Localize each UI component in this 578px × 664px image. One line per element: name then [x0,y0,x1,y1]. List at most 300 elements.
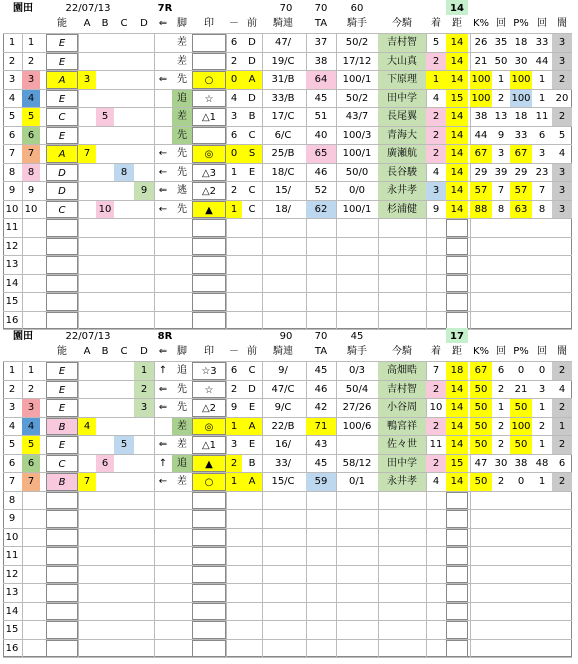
cell-kiren: 9/ [278,365,288,376]
cell-kyori: 14 [446,381,468,399]
column-header-zen: 前 [247,346,257,357]
cell-kp: 29 [474,166,488,178]
cell-kyori: 14 [446,182,468,200]
row-number: 11 [5,550,19,561]
empty-cell-kyori [446,219,468,237]
cell-kyori: 14 [446,34,468,52]
cell-ta: 52 [314,185,328,196]
cell-n: 4 [8,420,16,432]
empty-cell-kyori [446,621,468,639]
cell-arr: ↑ [158,365,168,376]
empty-cell-kyori [446,510,468,528]
cell-k1: 30 [494,457,508,469]
cell-n: 2 [8,55,16,67]
column-header-nou: 能 [57,18,67,29]
cell-k1: 2 [497,92,505,104]
cell-p1: 1 [538,92,546,104]
cell-chaku: 4 [432,476,440,487]
row-divider [3,583,572,584]
cell-mark: △2 [192,182,226,200]
cell-n: 3 [8,402,16,413]
cell-kishu: 0/0 [348,185,366,196]
cell-c [114,127,134,145]
cell-d [134,71,154,89]
cell-kishu: 100/1 [342,74,372,85]
cell-pp: 57 [510,182,532,200]
column-header-yami: 闇 [557,18,567,29]
top-num-1: 70 [279,3,293,14]
venue-label: 園田 [13,331,33,342]
cell-imaki: 吉村智 [378,34,426,52]
empty-cell-mark [192,529,226,547]
cell-mark: ◎ [192,418,226,436]
cell-a [78,90,96,108]
cell-c [114,455,134,473]
cell-k1: 6 [497,365,505,376]
row-divider [3,639,572,640]
cell-p1: 8 [538,203,546,215]
cell-w: 4 [22,90,40,108]
row-divider [3,602,572,603]
cell-arr: ← [158,148,168,159]
cell-n: 7 [8,148,16,159]
cell-imaki: 長尾翼 [378,108,426,126]
row-number: 14 [5,277,19,289]
cell-kyaku: 先 [177,166,187,178]
cell-m2: 3 [230,439,238,450]
race-date: 22/07/13 [65,331,111,342]
cell-c [114,145,134,163]
cell-kp: 50 [470,381,492,399]
cell-chaku: 7 [432,365,440,376]
cell-n: 5 [8,111,16,122]
column-header-b: B [101,346,109,357]
cell-w: 5 [22,436,40,454]
column-header-ta: TA [314,346,328,357]
race-distance: 17 [446,328,468,343]
cell-kp: 50 [470,399,492,417]
row-number: 8 [8,494,16,506]
cell-m2: 3 [230,111,238,122]
empty-cell-kyori [446,584,468,602]
cell-m2: 1 [226,418,242,436]
column-header-arr: ⇐ [158,18,168,29]
empty-cell-kyori [446,275,468,293]
empty-cell-nou [46,510,78,528]
column-header-chaku: 着 [431,18,441,29]
empty-cell-mark [192,275,226,293]
cell-zen: B [248,111,256,122]
column-header-m2: － [229,18,239,29]
cell-mark: △3 [192,164,226,182]
cell-yami: 3 [552,182,572,200]
cell-nou: E [46,436,78,454]
cell-ta: 65 [306,145,336,163]
cell-kishu: 100/1 [342,148,372,159]
cell-c [114,399,134,417]
cell-kyaku: 先 [177,402,187,413]
cell-b [96,182,114,200]
cell-mark: ○ [192,473,226,491]
cell-kishu: 100/1 [342,203,372,215]
cell-chaku: 2 [426,455,446,473]
cell-d [134,34,154,52]
cell-imaki: 廣瀬航 [378,145,426,163]
cell-d [134,164,154,182]
cell-d [134,108,154,126]
row-number: 14 [5,605,19,617]
cell-mark: △1 [192,436,226,454]
cell-kp: 100 [470,90,492,108]
cell-kyori: 14 [446,127,468,145]
cell-kyori: 18 [446,362,468,380]
cell-ta: 71 [306,418,336,436]
cell-m2: 1 [230,166,238,178]
empty-cell-kyori [446,492,468,510]
cell-kyaku: 差 [177,55,187,67]
cell-a [78,455,96,473]
cell-ta: 40 [314,129,328,141]
cell-imaki: 小谷周 [378,399,426,417]
row-divider [3,528,572,529]
cell-kyori: 14 [446,436,468,454]
cell-mark: ◎ [192,145,226,163]
cell-k1: 2 [497,420,505,432]
cell-mark: △1 [192,108,226,126]
row-divider [3,218,572,219]
cell-nou: D [46,182,78,200]
cell-p1: 3 [538,148,546,159]
column-header-yami: 闇 [557,346,567,357]
top-num-3: 45 [350,331,364,342]
cell-zen: A [242,418,262,436]
cell-kishu: 100/6 [342,420,372,432]
cell-a: 7 [78,473,96,491]
race-number: 7R [157,3,173,14]
cell-kishu: 50/0 [345,166,369,178]
cell-m2: 0 [226,71,242,89]
cell-a [78,164,96,182]
cell-m2: 6 [230,129,238,141]
empty-cell-nou [46,547,78,565]
cell-d [134,455,154,473]
cell-ta: 45 [314,92,328,104]
row-number: 16 [5,314,19,326]
cell-chaku: 3 [426,182,446,200]
race-distance: 14 [446,0,468,15]
cell-kishu: 50/4 [345,383,369,395]
cell-kiren: 9/C [274,402,292,413]
cell-ta: 45 [314,365,328,376]
cell-imaki: 下原理 [378,71,426,89]
column-header-kiren: 騎連 [273,346,293,357]
cell-imaki: 吉村智 [378,381,426,399]
cell-kyaku: 差 [177,37,187,48]
cell-nou: E [46,399,78,417]
cell-arr [154,418,172,436]
cell-k1: 7 [497,185,505,196]
top-num-3: 60 [350,3,364,14]
column-header-imaki: 今騎 [392,18,412,29]
cell-kiren: 33/B [271,92,295,104]
row-number: 13 [5,259,19,270]
cell-kyaku: 逃 [177,185,187,196]
cell-p1: 33 [535,37,549,48]
empty-cell-kyori [446,547,468,565]
cell-c: 8 [114,164,134,182]
cell-arr: ← [158,476,168,487]
cell-zen: C [248,203,256,215]
row-number: 13 [5,587,19,598]
cell-arr: ⇐ [158,439,168,450]
cell-m2: 4 [230,92,238,104]
cell-zen: S [242,145,262,163]
empty-cell-kyori [446,238,468,256]
column-header-d: D [140,346,148,357]
cell-ta: 45 [314,457,328,469]
empty-cell-nou [46,584,78,602]
column-header-kishu: 騎手 [347,18,367,29]
cell-n: 7 [8,476,16,487]
cell-b: 6 [96,455,114,473]
cell-n: 1 [8,365,16,376]
empty-cell-nou [46,529,78,547]
row-divider [3,491,572,492]
cell-kyaku: 追 [177,365,187,376]
row-number: 12 [5,568,19,580]
cell-kp: 67 [470,362,492,380]
column-header-p1: 回 [537,346,547,357]
cell-a [78,127,96,145]
cell-pp: 21 [514,383,528,395]
cell-a: 4 [78,418,96,436]
cell-zen: E [248,402,256,413]
row-number: 11 [5,222,19,233]
cell-imaki: 鴨宮祥 [378,418,426,436]
empty-cell-kyori [446,529,468,547]
cell-nou: E [46,381,78,399]
cell-arr [154,34,172,52]
cell-zen: D [248,37,256,48]
cell-chaku: 2 [426,53,446,71]
row-divider [3,255,572,256]
cell-yami: 4 [558,148,566,159]
empty-cell-kyori [446,566,468,584]
cell-chaku: 10 [429,402,443,413]
cell-w: 6 [22,455,40,473]
cell-a: 7 [78,145,96,163]
cell-kishu: 27/26 [342,402,372,413]
row-number: 16 [5,642,19,654]
cell-arr: ⇐ [158,383,168,395]
empty-cell-mark [192,603,226,621]
cell-arr: ← [158,203,168,215]
empty-cell-kyori [446,293,468,311]
cell-m2: 9 [230,402,238,413]
cell-a: 3 [78,71,96,89]
cell-arr: ⇐ [158,402,168,413]
cell-yami: 3 [552,53,572,71]
empty-cell-kyori [446,312,468,330]
cell-mark [192,34,226,52]
cell-d: 9 [134,182,154,200]
cell-b: 5 [96,108,114,126]
column-header-pp: P% [513,346,529,357]
cell-kp: 67 [470,145,492,163]
cell-kyaku: 先 [172,127,192,145]
column-header-a: A [83,346,91,357]
empty-cell-kyori [446,640,468,658]
cell-arr [154,108,172,126]
cell-kp: 47 [474,457,488,469]
cell-c [114,53,134,71]
cell-chaku: 11 [429,439,443,450]
race-number: 8R [157,331,173,342]
cell-d: 2 [134,381,154,399]
cell-nou: E [46,127,78,145]
cell-kyaku: 先 [177,203,187,215]
cell-kiren: 18/C [271,166,295,178]
cell-kyori: 14 [446,201,468,219]
cell-n: 3 [8,74,16,85]
cell-b [96,90,114,108]
cell-kp: 50 [470,473,492,491]
cell-pp: 18 [514,111,528,122]
empty-cell-mark [192,293,226,311]
column-header-arr: ⇐ [158,346,168,357]
cell-kiren: 18/ [274,203,292,215]
cell-w: 3 [22,399,40,417]
cell-chaku: 1 [426,71,446,89]
cell-imaki: 杉浦健 [378,201,426,219]
cell-pp: 100 [510,418,532,436]
cell-zen: A [242,71,262,89]
cell-imaki: 佐々世 [378,436,426,454]
race-table-1 [0,0,578,328]
cell-b [96,34,114,52]
cell-p1: 1 [538,402,546,413]
empty-cell-nou [46,566,78,584]
cell-kyori: 14 [446,53,468,71]
cell-pp: 18 [514,37,528,48]
cell-k1: 35 [494,37,508,48]
cell-ta: 64 [306,71,336,89]
cell-k1: 39 [494,166,508,178]
column-header-kyori: 距 [452,346,462,357]
row-number: 15 [5,624,19,635]
cell-k1: 2 [497,439,505,450]
cell-d: 3 [134,399,154,417]
cell-zen: E [248,439,256,450]
cell-a [78,34,96,52]
cell-a [78,108,96,126]
cell-d [134,473,154,491]
cell-chaku: 4 [432,92,440,104]
cell-d: 1 [134,362,154,380]
column-header-p1: 回 [537,18,547,29]
cell-ta: 46 [314,166,328,178]
cell-imaki: 長谷駿 [378,164,426,182]
cell-kiren: 16/ [274,439,292,450]
cell-w: 1 [27,37,35,48]
cell-kishu: 43/7 [345,111,369,122]
column-header-kyaku: 脚 [177,346,187,357]
cell-k1: 2 [497,476,505,487]
cell-yami: 4 [558,383,566,395]
cell-kiren: 15/ [274,185,292,196]
row-divider [3,509,572,510]
cell-w: 7 [22,145,40,163]
cell-zen: C [248,365,256,376]
cell-arr [154,127,172,145]
cell-kiren: 15/C [271,476,295,487]
cell-kishu: 0/3 [348,365,366,376]
cell-m2: 1 [226,473,242,491]
cell-chaku: 2 [426,145,446,163]
cell-m2: 2 [226,455,242,473]
empty-cell-nou [46,603,78,621]
cell-p1: 48 [535,457,549,469]
cell-w: 8 [22,164,40,182]
cell-ta: 42 [314,402,328,413]
empty-cell-mark [192,621,226,639]
row-divider [3,274,572,275]
column-header-b: B [101,18,109,29]
cell-p1: 1 [538,74,546,85]
row-divider [3,657,572,658]
cell-kp: 21 [474,55,488,67]
cell-b [96,164,114,182]
cell-kyori: 14 [446,418,468,436]
cell-arr: ↑ [158,457,168,469]
cell-b [96,399,114,417]
cell-n: 5 [8,439,16,450]
cell-kishu: 0/1 [348,476,366,487]
cell-kyori: 14 [446,145,468,163]
cell-kishu: 17/12 [342,55,372,67]
empty-cell-mark [192,238,226,256]
cell-imaki: 高畑晧 [378,362,426,380]
top-num-2: 70 [314,331,328,342]
column-header-d: D [140,18,148,29]
row-divider [3,292,572,293]
cell-yami: 2 [552,399,572,417]
cell-p1: 44 [535,55,549,67]
cell-kp: 88 [470,201,492,219]
cell-nou: E [46,362,78,380]
row-divider [3,620,572,621]
cell-zen: A [242,473,262,491]
empty-cell-mark [192,492,226,510]
race-date: 22/07/13 [65,3,111,14]
empty-cell-kyori [446,603,468,621]
cell-mark: ☆ [192,381,226,399]
cell-n: 6 [8,129,16,141]
cell-nou: E [46,90,78,108]
cell-p1: 11 [535,111,549,122]
cell-zen: C [248,185,256,196]
cell-c [114,418,134,436]
column-header-kyori: 距 [452,18,462,29]
column-header-ta: TA [314,18,328,29]
cell-yami: 2 [552,108,572,126]
cell-b [96,362,114,380]
cell-arr: ⇐ [158,74,168,85]
cell-a [78,436,96,454]
column-header-chaku: 着 [431,346,441,357]
cell-kishu: 100/3 [342,129,372,141]
cell-n: 4 [8,92,16,104]
